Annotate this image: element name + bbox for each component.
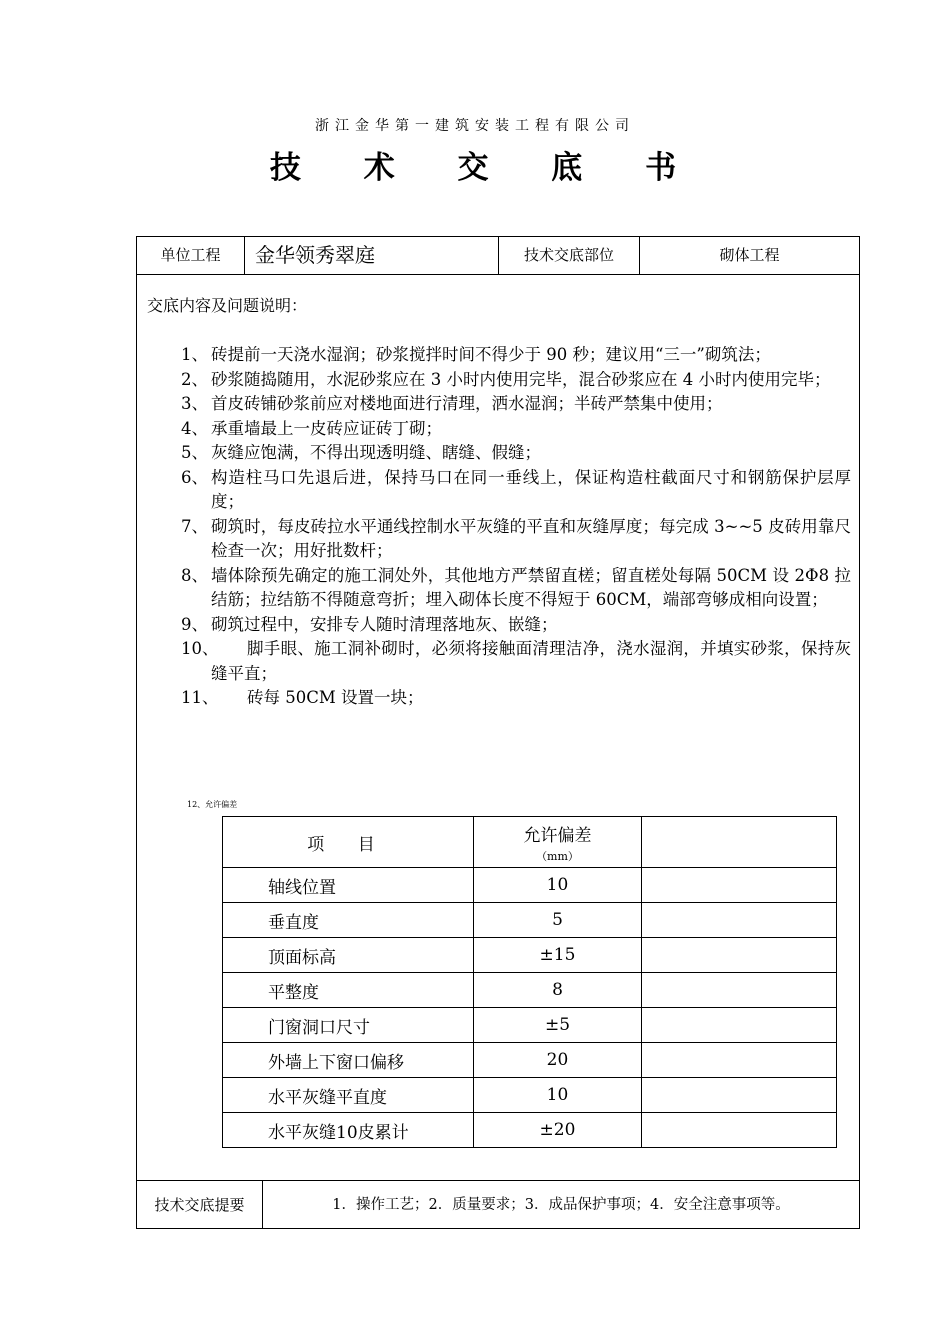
table-row — [223, 1043, 837, 1078]
item-text: 砂浆随捣随用，水泥砂浆应在 3 小时内使用完毕，混合砂浆应在 4 小时内使用完毕； — [211, 369, 831, 389]
item-name: 水平灰缝平直度 — [223, 1078, 474, 1113]
table-row — [223, 973, 837, 1008]
table-row — [223, 938, 837, 973]
item-name: 门窗洞口尺寸 — [223, 1008, 474, 1043]
item-number: 7、 — [181, 516, 208, 536]
list-item — [181, 417, 851, 442]
unit-project-value: 金华领秀翠庭 — [245, 237, 499, 274]
list-item — [181, 466, 851, 515]
item-value: ±20 — [474, 1113, 642, 1148]
table-row — [223, 1113, 837, 1148]
list-item — [181, 686, 851, 711]
item-text: 砌筑时，每皮砖拉水平通线控制水平灰缝的平直和灰缝厚度；每完成 3~~5 皮砖用靠尺检查一次；用好批数杆； — [211, 516, 851, 560]
info-row — [137, 237, 859, 275]
footer-row — [137, 1180, 859, 1229]
company-name: 浙江金华第一建筑安装工程有限公司 — [315, 118, 635, 134]
item-name: 垂直度 — [223, 903, 474, 938]
list-item — [181, 613, 851, 638]
item-name: 轴线位置 — [223, 868, 474, 903]
item-number: 6、 — [181, 467, 208, 487]
item-value: 10 — [474, 868, 642, 903]
list-item — [181, 368, 851, 393]
allowable-deviation-note: 12、允许偏差 — [187, 800, 238, 809]
disclosure-summary-label: 技术交底提要 — [137, 1181, 263, 1229]
item-number: 5、 — [181, 443, 208, 462]
allowable-deviation-table — [222, 816, 837, 1148]
blank-cell — [642, 1008, 837, 1043]
item-number: 1、 — [181, 345, 208, 364]
item-text: 砖提前一天浇水湿润；砂浆搅拌时间不得少于 90 秒；建议用“三一”砌筑法； — [211, 345, 771, 364]
item-number: 9、 — [181, 614, 208, 634]
item-value: 8 — [474, 973, 642, 1008]
document-title: 技 术 交 底 书 — [269, 150, 703, 186]
blank-cell — [642, 1043, 837, 1078]
column-header-item: 项 目 — [223, 817, 474, 868]
list-item — [181, 515, 851, 564]
item-number: 8、 — [181, 565, 208, 585]
item-name: 水平灰缝10皮累计 — [223, 1113, 474, 1148]
disclosure-section-label: 技术交底部位 — [499, 237, 640, 274]
item-number: 2、 — [181, 369, 208, 389]
disclosure-summary-text: 1．操作工艺；2．质量要求；3．成品保护事项；4．安全注意事项等。 — [332, 1197, 790, 1213]
item-text: 灰缝应饱满，不得出现透明缝、瞎缝、假缝； — [211, 443, 541, 462]
column-header-allowance — [474, 817, 642, 868]
list-item — [181, 343, 851, 368]
disclosure-section-value: 砌体工程 — [719, 246, 780, 264]
technical-disclosure-form — [136, 236, 860, 1229]
item-value: ±15 — [474, 938, 642, 973]
item-text: 脚手眼、施工洞补砌时，必须将接触面清理洁净，浇水湿润，并填实砂浆，保持灰缝平直； — [211, 639, 851, 683]
item-text: 砖每 50CM 设置一块； — [247, 688, 424, 707]
blank-cell — [642, 817, 837, 868]
item-text: 砌筑过程中，安排专人随时清理落地灰、嵌缝； — [211, 614, 558, 634]
allowance-label: 允许偏差 — [523, 825, 592, 846]
item-value: 5 — [474, 903, 642, 938]
blank-cell — [642, 868, 837, 903]
item-text: 承重墙最上一皮砖应证砖丁砌； — [211, 418, 442, 438]
table-row — [223, 903, 837, 938]
list-item — [181, 564, 851, 613]
list-item — [181, 441, 851, 466]
blank-cell — [642, 903, 837, 938]
table-row — [223, 1008, 837, 1043]
blank-cell — [642, 1113, 837, 1148]
blank-cell — [642, 938, 837, 973]
item-value: 10 — [474, 1078, 642, 1113]
item-number: 4、 — [181, 418, 208, 438]
list-item — [181, 637, 851, 686]
item-number: 10、 — [181, 639, 219, 658]
item-number: 3、 — [181, 394, 208, 413]
item-name: 顶面标高 — [223, 938, 474, 973]
blank-cell — [642, 1078, 837, 1113]
blank-cell — [642, 973, 837, 1008]
item-value: ±5 — [474, 1008, 642, 1043]
table-row — [223, 1078, 837, 1113]
item-name: 外墙上下窗口偏移 — [223, 1043, 474, 1078]
content-intro: 交底内容及问题说明： — [147, 296, 308, 315]
table-row — [223, 868, 837, 903]
item-text: 首皮砖铺砂浆前应对楼地面进行清理，洒水湿润；半砖严禁集中使用； — [211, 394, 723, 413]
item-number: 11、 — [181, 688, 219, 707]
table-header-row — [223, 817, 837, 868]
unit-project-label: 单位工程 — [137, 237, 245, 274]
list-item — [181, 392, 851, 417]
item-name: 平整度 — [223, 973, 474, 1008]
disclosure-items — [181, 343, 851, 711]
item-text: 墙体除预先确定的施工洞处外，其他地方严禁留直槎；留直槎处每隔 50CM 设 2Φ8 拉结筋；拉结筋不得随意弯折；埋入砌体长度不得短于 60CM，端部弯够成相向设置； — [211, 565, 851, 609]
allowance-unit: （mm） — [536, 849, 579, 863]
item-text: 构造柱马口先退后进，保持马口在同一垂线上，保证构造柱截面尺寸和钢筋保护层厚度； — [211, 467, 851, 511]
item-value: 20 — [474, 1043, 642, 1078]
